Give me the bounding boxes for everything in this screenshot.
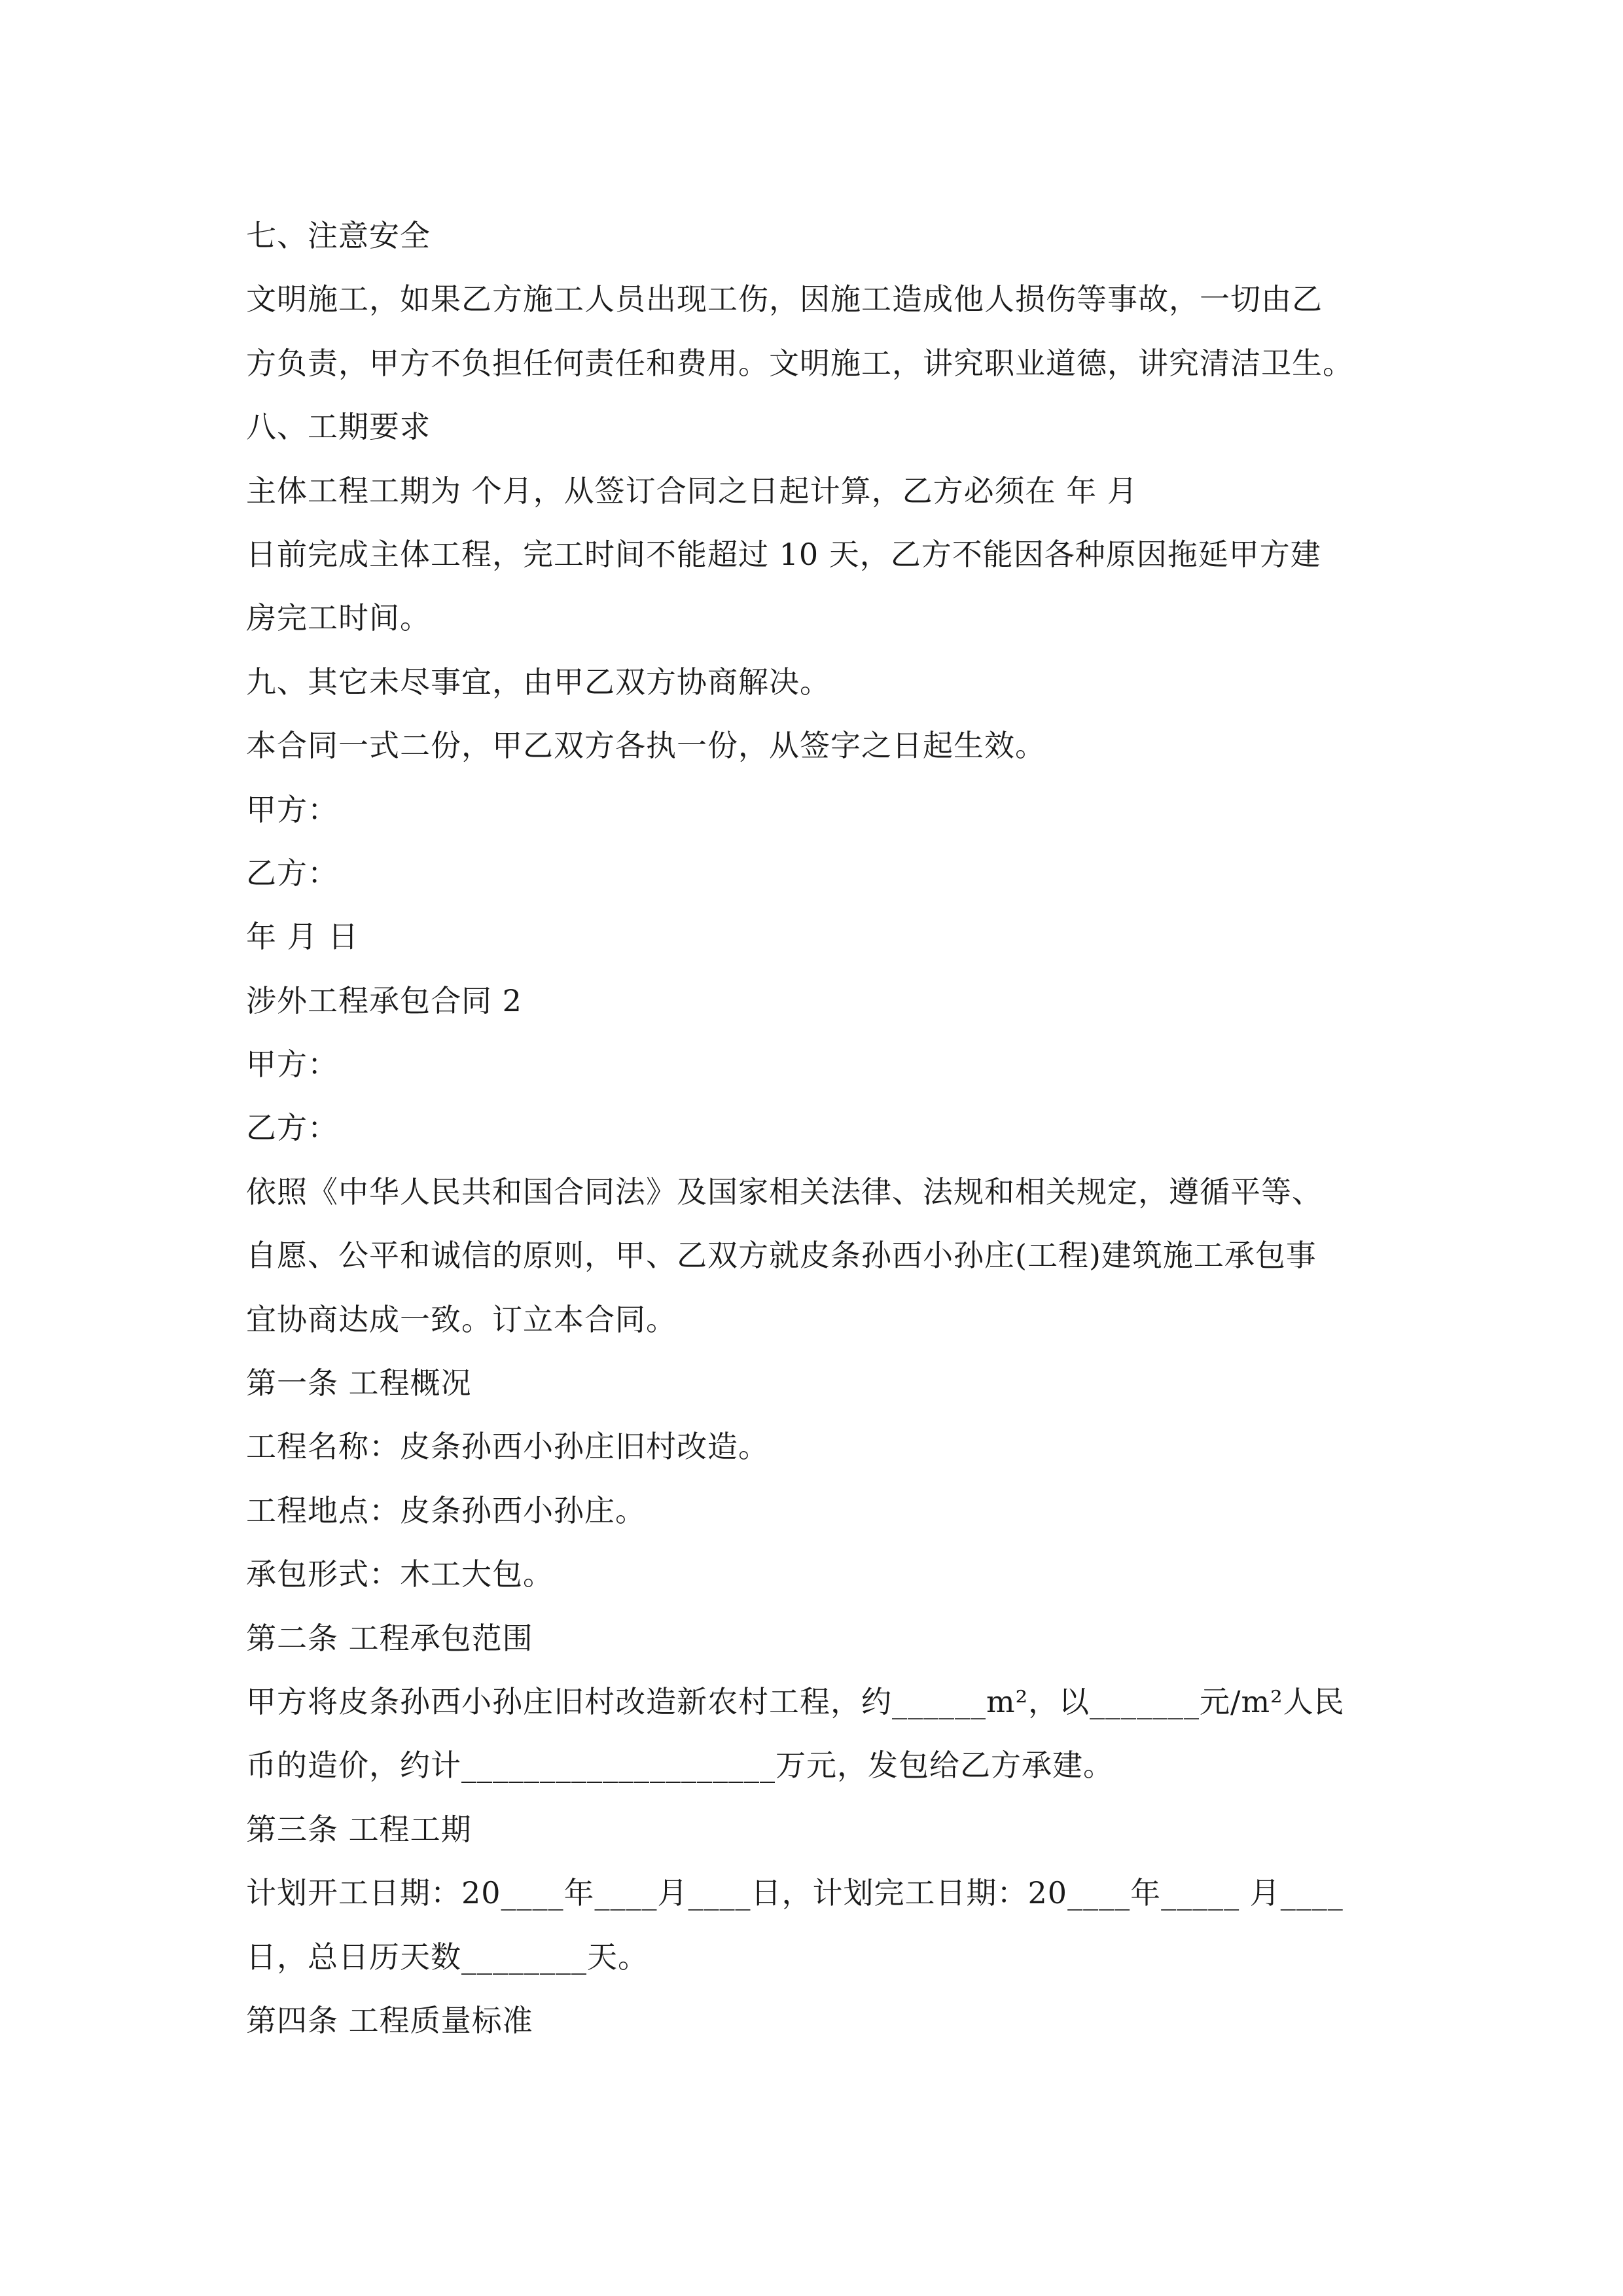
paragraph-line: 工程地点：皮条孙西小孙庄。 [246,1492,646,1528]
signature-party-b: 乙方： [246,855,338,891]
signature-date: 年 月 日 [246,919,359,955]
signature-party-a: 甲方： [246,791,338,827]
paragraph-line: 方负责，甲方不负担任何责任和费用。文明施工，讲究职业道德，讲究清洁卫生。 [246,345,1353,381]
paragraph-line: 宜协商达成一致。订立本合同。 [246,1301,677,1337]
paragraph-line: 本合同一式二份，甲乙双方各执一份，从签字之日起生效。 [246,728,1046,764]
article-heading-1: 第一条 工程概况 [246,1365,472,1401]
contract-title: 涉外工程承包合同 2 [246,982,522,1018]
section-heading-7: 七、注意安全 [246,218,431,253]
paragraph-line: 主体工程工期为 个月，从签订合同之日起计算，乙方必须在 年 月 [246,473,1138,509]
article-heading-3: 第三条 工程工期 [246,1811,472,1847]
paragraph-line: 房完工时间。 [246,600,431,636]
document-body [246,204,1398,2053]
paragraph-line: 日前完成主体工程，完工时间不能超过 10 天，乙方不能因各种原因拖延甲方建 [246,536,1321,572]
paragraph-line: 日，总日历天数________天。 [246,1939,649,1975]
paragraph-line: 承包形式：木工大包。 [246,1556,554,1592]
paragraph-line: 自愿、公平和诚信的原则，甲、乙双方就皮条孙西小孙庄(工程)建筑施工承包事 [246,1238,1317,1274]
party-b-label: 乙方： [246,1110,338,1146]
paragraph-line: 依照《中华人民共和国合同法》及国家相关法律、法规和相关规定，遵循平等、 [246,1174,1323,1210]
article-heading-4: 第四条 工程质量标准 [246,2002,533,2038]
party-a-label: 甲方： [246,1047,338,1083]
section-heading-9: 九、其它未尽事宜，由甲乙双方协商解决。 [246,664,830,700]
section-heading-8: 八、工期要求 [246,409,431,445]
article-heading-2: 第二条 工程承包范围 [246,1620,533,1656]
paragraph-line: 甲方将皮条孙西小孙庄旧村改造新农村工程，约______m²，以_______元/m²人民 [246,1683,1345,1719]
paragraph-line: 计划开工日期：20____年____月____日，计划完工日期：20____年_____ 月____ [246,1875,1344,1911]
paragraph-line: 工程名称：皮条孙西小孙庄旧村改造。 [246,1429,769,1465]
paragraph-line: 币的造价，约计____________________万元，发包给乙方承建。 [246,1748,1114,1784]
paragraph-line: 文明施工，如果乙方施工人员出现工伤，因施工造成他人损伤等事故，一切由乙 [246,281,1323,317]
